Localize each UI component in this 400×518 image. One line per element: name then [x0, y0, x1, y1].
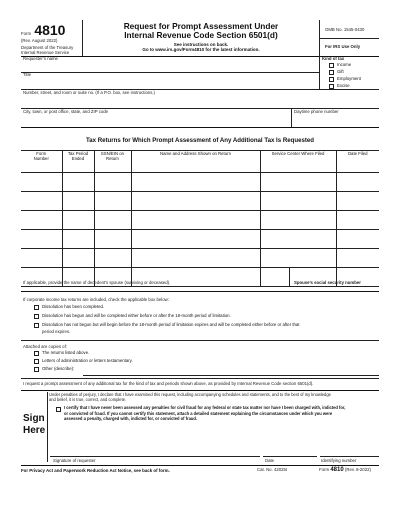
date-label: Date [265, 458, 275, 463]
catalog-number: Cat. No. 42025I [257, 467, 288, 472]
cell[interactable] [94, 191, 131, 210]
cell[interactable] [336, 248, 379, 267]
form-title-line-2: Internal Revenue Code Section 6501(d) [124, 30, 278, 41]
cell[interactable] [62, 191, 94, 210]
table-title: Tax Returns for Which Prompt Assessment of Any Additional Tax Is Requested [86, 137, 314, 144]
attached-other[interactable]: Other (describe): [34, 367, 74, 372]
form-revision: (Rev. August 2022) [21, 38, 58, 44]
department-line-1: Department of the Treasury [21, 45, 74, 51]
col-ssn-ein: SSN/EIN on Return [94, 150, 131, 172]
corporate-option-not-begun-cont: period expires. [42, 329, 71, 334]
requester-name-field[interactable] [21, 56, 319, 72]
omb-number: OMB No. 1545-0430 [325, 27, 365, 32]
cell[interactable] [336, 210, 379, 229]
certify-box [56, 404, 379, 430]
cell[interactable] [336, 191, 379, 210]
attached-letters[interactable]: Letters of administration or letters testamentary. [34, 359, 133, 364]
city-label: City, town, or post office, state, and ZIP code [23, 109, 109, 114]
signature-label: Signature of requester [53, 458, 96, 463]
identifying-number-label: Identifying number [321, 458, 357, 463]
col-form-number: Form Number [21, 150, 62, 172]
table-header-row [21, 150, 379, 172]
tax-kind-excise[interactable]: Excise [329, 84, 350, 89]
perjury-line-1: Under penalties of perjury, I declare that I have examined this request, including accompanying schedules and statements, and to the best of my knowledge [49, 392, 331, 397]
date-field[interactable] [263, 436, 317, 457]
col-date-filed: Date Filed [336, 150, 379, 172]
table-row [21, 172, 379, 191]
identifying-number-field[interactable] [320, 436, 379, 457]
form-title-block [84, 22, 318, 52]
cell[interactable] [62, 210, 94, 229]
form-id-block [21, 22, 81, 56]
perjury-line-2: and belief, it is true, correct, and complete. [49, 397, 127, 402]
certify-line-2: or convicted of fraud. If you cannot certify this statement, attach a detailed statement explaining the circumstances under which you were [64, 410, 333, 416]
corporate-intro: If corporate income tax returns are included, check the applicable box below: [23, 297, 169, 302]
certify-line-3: assessed a penalty, charged with, indicted for, or convicted of fraud. [64, 416, 198, 421]
attached-returns[interactable]: The returns listed above. [34, 351, 89, 356]
spouse-ssn-label: Spouse’s social security number [294, 280, 361, 285]
cell[interactable] [62, 248, 94, 267]
cell[interactable] [131, 248, 260, 267]
cell[interactable] [94, 229, 131, 248]
certify-line-1: I certify that I have never been assessed any penalties for civil fraud for any federal or state tax matter nor have I been charged with, indicted for, [64, 405, 346, 410]
corporate-option-not-begun[interactable]: Dissolution has not begun but will begin before the 18-month period of limitation expires and will be completed either before or after that [34, 323, 300, 328]
instructions-line-1: See instructions on back. [173, 41, 229, 47]
certify-checkbox[interactable] [56, 407, 61, 412]
department-line-2: Internal Revenue Service [21, 49, 70, 55]
footer-form-id: Form 4810 (Rev. 8-2022) [319, 467, 371, 473]
col-tax-period-ended: Tax Period Ended [62, 150, 94, 172]
checkbox[interactable] [34, 323, 39, 328]
form-word: Form [21, 31, 32, 36]
here-word: Here [23, 425, 46, 436]
phone-field[interactable] [291, 108, 379, 127]
cell[interactable] [21, 229, 62, 248]
phone-label: Daytime phone number [294, 109, 339, 114]
cell[interactable] [62, 229, 94, 248]
sign-word: Sign [23, 413, 45, 424]
checkbox[interactable] [329, 63, 334, 68]
cell[interactable] [260, 248, 336, 267]
city-field[interactable] [21, 108, 291, 127]
street-field[interactable] [21, 89, 379, 108]
col-name-address: Name and Address Shown on Return [131, 150, 260, 172]
cell[interactable] [131, 172, 260, 191]
checkbox[interactable] [329, 70, 334, 75]
checkbox[interactable] [34, 367, 39, 372]
tax-kind-gift[interactable]: Gift [329, 70, 344, 75]
cell[interactable] [260, 229, 336, 248]
form-number: 4810 [34, 22, 66, 38]
street-label: Number, street, and room or suite no. (If a P.O. box, see instructions.) [23, 90, 155, 95]
cell[interactable] [21, 210, 62, 229]
instructions-line-2: Go to www.irs.gov/Form4810 for the latest information. [142, 46, 260, 52]
cell[interactable] [131, 191, 260, 210]
checkbox[interactable] [34, 351, 39, 356]
cell[interactable] [336, 172, 379, 191]
checkbox[interactable] [329, 77, 334, 82]
checkbox[interactable] [34, 359, 39, 364]
table-row [21, 191, 379, 210]
cell[interactable] [21, 172, 62, 191]
cell[interactable] [336, 229, 379, 248]
col-service-center: Service Center Where Filed [260, 150, 336, 172]
cell[interactable] [260, 172, 336, 191]
checkbox[interactable] [34, 305, 39, 310]
checkbox[interactable] [34, 314, 39, 319]
title-label: Title [23, 72, 31, 77]
cell[interactable] [94, 210, 131, 229]
requester-name-label: Requester’s name [23, 56, 58, 61]
form-title-line-1: Request for Prompt Assessment Under [123, 21, 279, 31]
cell[interactable] [21, 191, 62, 210]
cell[interactable] [21, 248, 62, 267]
cell[interactable] [94, 248, 131, 267]
cell[interactable] [260, 210, 336, 229]
cell[interactable] [94, 172, 131, 191]
tax-kind-employment[interactable]: Employment [329, 77, 361, 82]
spouse-name-label: If applicable, provide the name of decedent’s spouse (surviving or deceased). [23, 280, 171, 285]
irs-use-only: For IRS Use Only [325, 44, 361, 49]
cell[interactable] [131, 229, 260, 248]
privacy-notice: For Privacy Act and Paperwork Reduction Act Notice, see back of form. [21, 468, 170, 473]
request-statement: I request a prompt assessment of any additional tax for the kind of tax and periods shown above, as provided by Internal Revenue Code section 6501(d). [23, 381, 314, 386]
cell[interactable] [131, 210, 260, 229]
table-row [21, 229, 379, 248]
signature-field[interactable] [50, 436, 260, 457]
other-describe-field[interactable] [83, 372, 379, 376]
table-row [21, 248, 379, 267]
tax-returns-table [21, 150, 379, 286]
cell[interactable] [62, 172, 94, 191]
title-field[interactable] [21, 72, 319, 89]
cell[interactable] [260, 191, 336, 210]
kind-of-tax-label: Kind of tax [322, 56, 345, 61]
table-row [21, 210, 379, 229]
corporate-option-completed[interactable]: Dissolution has been completed. [34, 305, 104, 310]
attached-intro: Attached are copies of: [23, 344, 67, 349]
tax-kind-income[interactable]: Income [329, 63, 351, 68]
corporate-option-begun[interactable]: Dissolution has begun and will be completed either before or after the 18-month period of limitation. [34, 314, 231, 319]
